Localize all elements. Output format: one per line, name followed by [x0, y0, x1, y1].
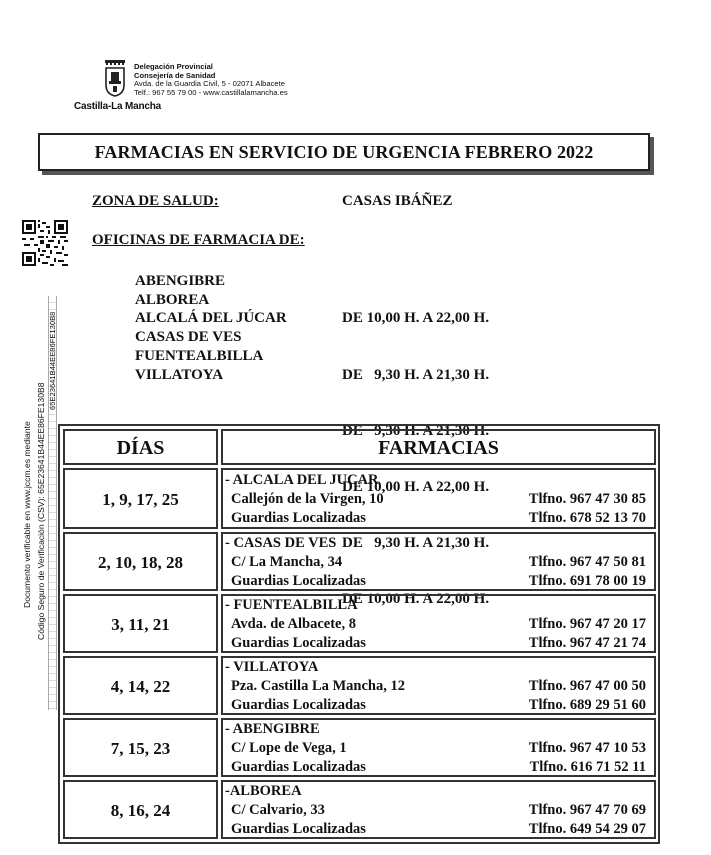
- schedule-town: ALCALÁ DEL JÚCAR: [135, 310, 287, 327]
- table-row-days: [63, 718, 218, 777]
- schedule-town: VILLATOYA: [135, 366, 224, 383]
- duty-days: 2, 10, 18, 28: [98, 553, 183, 572]
- guard-label: Guardias Localizadas: [231, 510, 366, 526]
- org-line: Consejería de Sanidad: [134, 70, 216, 80]
- table-row-pharmacy: [221, 780, 656, 839]
- schedule-hours-item: DE 9,30 H. A 21,30 H.: [342, 366, 490, 383]
- pharmacy-address-line: [231, 739, 646, 758]
- table-row-pharmacy: [221, 718, 656, 777]
- table-row-days: [63, 532, 218, 591]
- qr-code-icon: [22, 220, 68, 266]
- logo-name: Castilla-La Mancha: [74, 101, 161, 112]
- oficinas-label: OFICINAS DE FARMACIA DE:: [92, 232, 305, 248]
- schedule-towns: [135, 272, 287, 384]
- pharmacy-town: -ALBOREA: [225, 783, 302, 799]
- pharmacy-address-line: [231, 677, 646, 696]
- pharmacy-guard-line: [231, 572, 646, 591]
- pharmacy-guard-line: [231, 634, 646, 653]
- table-row-pharmacy: [221, 594, 656, 653]
- guard-phone: Tlfno. 649 54 29 07: [528, 821, 646, 837]
- pharmacy-address: C/ Calvario, 33: [231, 802, 325, 818]
- header-pharm-cell: [221, 429, 656, 465]
- pharmacy-address: Avda. de Albacete, 8: [231, 616, 356, 632]
- schedule-hours-item: DE 9,30 H. A 21,30 H.: [342, 534, 490, 551]
- pharmacy-phone: Tlfno. 967 47 70 69: [528, 802, 646, 818]
- table-row-days: [63, 468, 218, 529]
- org-line: Telf.: 967 55 79 00 - www.castillalamancha.es: [134, 87, 288, 97]
- guard-label: Guardias Localizadas: [231, 635, 366, 651]
- pharmacy-guard-line: [231, 509, 646, 528]
- pharmacy-guard-line: [231, 696, 646, 715]
- pharmacy-guard-line: [231, 758, 646, 777]
- pharmacy-phone: Tlfno. 967 47 20 17: [528, 616, 646, 632]
- pharmacy-address: C/ Lope de Vega, 1: [231, 740, 347, 756]
- guard-phone: Tlfno. 678 52 13 70: [528, 510, 646, 526]
- schedule-hours-item: DE 9,30 H. A 21,30 H.: [342, 422, 490, 439]
- pharmacy-address-line: [231, 553, 646, 572]
- csv-note: Código Seguro de Verificación (CSV): 65E23641B44EE86FE130B8: [36, 382, 46, 640]
- duty-days: 1, 9, 17, 25: [102, 490, 179, 509]
- schedule-town: FUENTEALBILLA: [135, 347, 264, 364]
- pharmacy-address: C/ La Mancha, 34: [231, 554, 343, 570]
- schedule-hours-item: DE 10,00 H. A 22,00 H.: [342, 478, 490, 495]
- table-row-pharmacy: [221, 468, 656, 529]
- table-row-days: [63, 656, 218, 715]
- column-header-days: DÍAS: [116, 437, 165, 459]
- table-row-days: [63, 780, 218, 839]
- table-row-pharmacy: [221, 656, 656, 715]
- guard-label: Guardias Localizadas: [231, 821, 366, 837]
- zona-label: ZONA DE SALUD:: [92, 193, 219, 209]
- pharmacy-phone: Tlfno. 967 47 00 50: [528, 678, 646, 694]
- schedule-hours-item: DE 10,00 H. A 22,00 H.: [342, 590, 490, 607]
- guard-label: Guardias Localizadas: [231, 697, 366, 713]
- title-box: [38, 133, 650, 171]
- pharmacy-town: - ABENGIBRE: [225, 721, 320, 737]
- table-row-pharmacy: [221, 532, 656, 591]
- schedule-hours-item: DE 10,00 H. A 22,00 H.: [342, 310, 490, 327]
- duty-days: 3, 11, 21: [111, 615, 170, 634]
- pharmacy-town: - FUENTEALBILLA: [225, 597, 358, 613]
- csv-code: 65E23641B44EE86FE130B8: [48, 311, 57, 410]
- guard-phone: Tlfno. 691 78 00 19: [528, 573, 646, 589]
- zona-value: CASAS IBÁÑEZ: [342, 193, 453, 209]
- duty-days: 8, 16, 24: [110, 801, 171, 820]
- pharmacy-address-line: [231, 615, 646, 634]
- castilla-la-mancha-crest-icon: [104, 59, 126, 97]
- verification-note: Documento verificable en www.jccm.es mediante: [22, 421, 32, 608]
- pharmacy-guard-line: [231, 820, 646, 839]
- schedule-town: ALBOREA: [135, 291, 210, 308]
- guard-phone: Tlfno. 616 71 52 11: [529, 759, 646, 775]
- schedule-town: CASAS DE VES: [135, 329, 242, 346]
- pharmacy-table: [58, 424, 660, 844]
- pharmacy-address-line: [231, 801, 646, 820]
- header-days-cell: [63, 429, 218, 465]
- pharmacy-address: Callejón de la Virgen, 10: [231, 491, 384, 507]
- pharmacy-address: Pza. Castilla La Mancha, 12: [231, 678, 405, 694]
- pharmacy-phone: Tlfno. 967 47 30 85: [528, 491, 646, 507]
- pharmacy-town: - ALCALA DEL JUCAR: [225, 472, 379, 488]
- pharmacy-town: - CASAS DE VES: [225, 535, 337, 551]
- duty-days: 4, 14, 22: [110, 677, 171, 696]
- pharmacy-town: - VILLATOYA: [225, 659, 319, 675]
- org-line: Avda. de la Guardia Civil, 5 - 02071 Albacete: [134, 79, 285, 89]
- pharmacy-address-line: [231, 490, 646, 509]
- pharmacy-phone: Tlfno. 967 47 10 53: [528, 740, 646, 756]
- guard-label: Guardias Localizadas: [231, 573, 366, 589]
- schedule-town: ABENGIBRE: [135, 273, 226, 289]
- pharmacy-phone: Tlfno. 967 47 50 81: [528, 554, 646, 570]
- guard-phone: Tlfno. 689 29 51 60: [528, 697, 646, 713]
- org-line: Delegación Provincial: [134, 62, 213, 71]
- page-title: FARMACIAS EN SERVICIO DE URGENCIA FEBRERO 2022: [94, 141, 594, 162]
- duty-days: 7, 15, 23: [110, 739, 171, 758]
- table-row-days: [63, 594, 218, 653]
- guard-phone: Tlfno. 967 47 21 74: [528, 635, 646, 651]
- column-header-pharmacies: FARMACIAS: [378, 437, 499, 459]
- guard-label: Guardias Localizadas: [231, 759, 366, 775]
- org-address-block: [134, 63, 288, 97]
